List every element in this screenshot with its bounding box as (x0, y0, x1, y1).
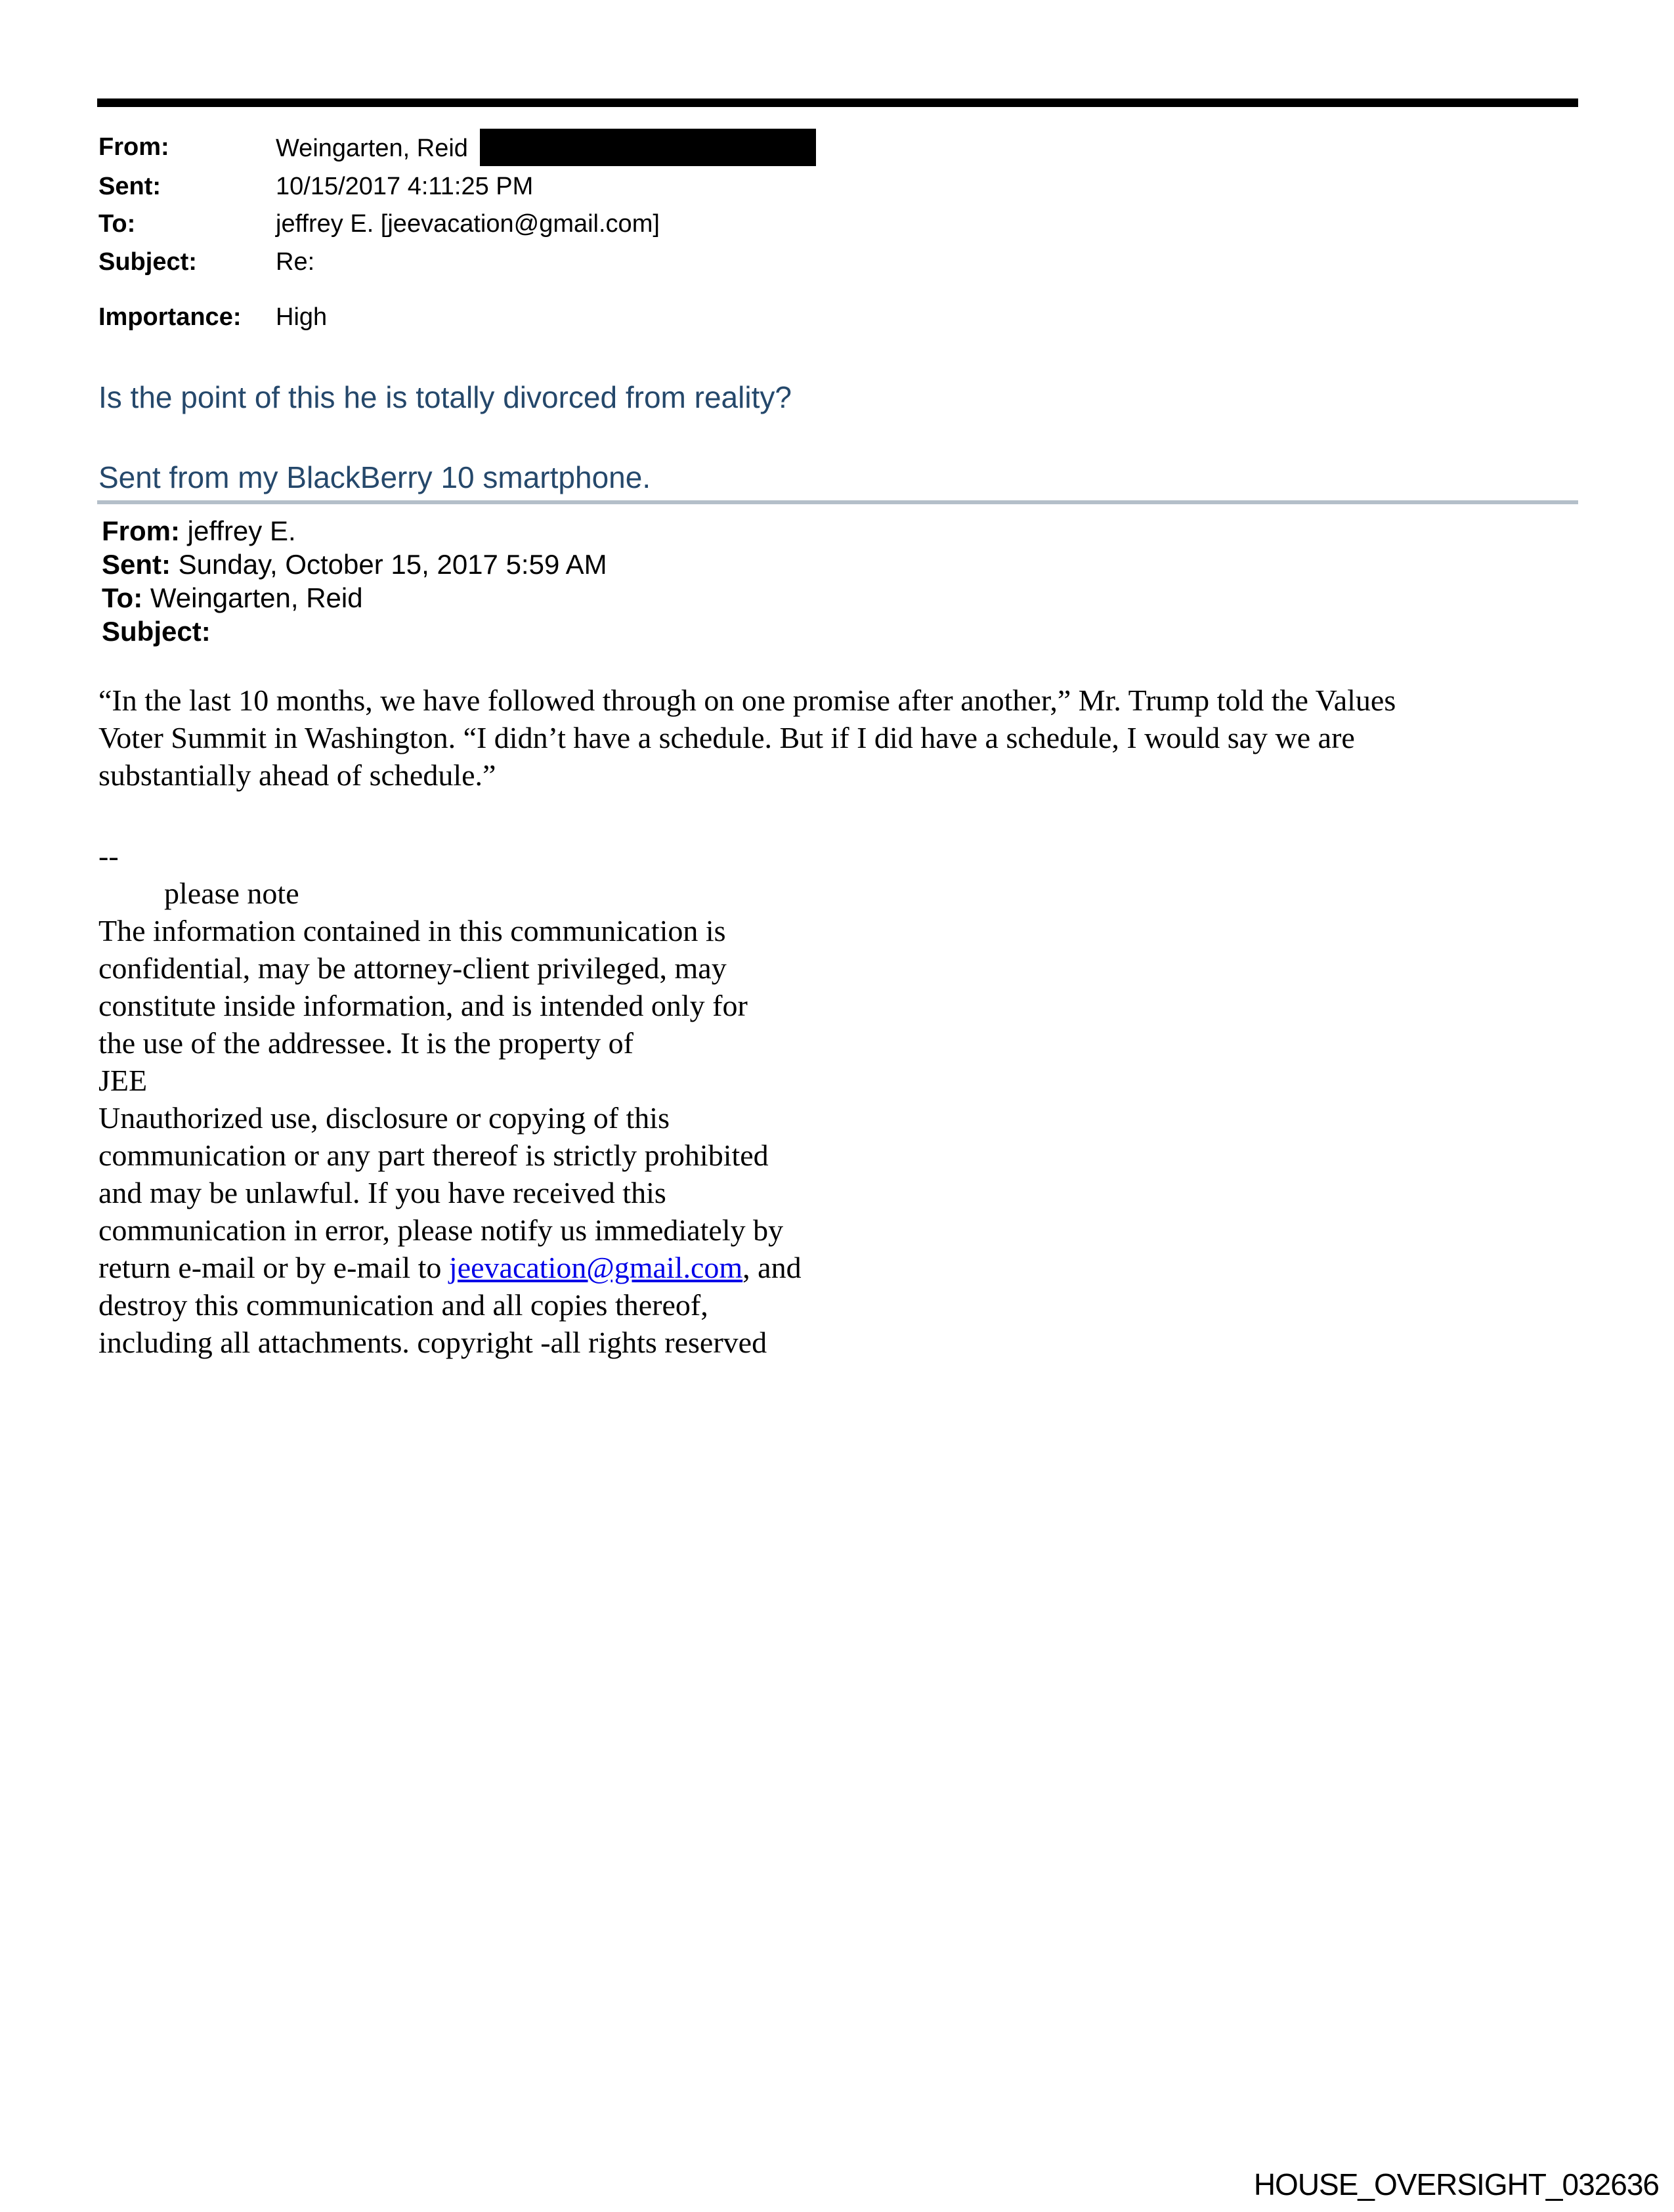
disclaimer-line: and may be unlawful. If you have received this (98, 1176, 666, 1209)
from-value (276, 129, 816, 168)
quoted-to-row (102, 581, 607, 615)
disclaimer-line: communication or any part thereof is strictly prohibited (98, 1139, 769, 1172)
quoted-from-label: From: (102, 515, 180, 546)
quoted-email-header (102, 514, 607, 648)
top-rule (97, 98, 1578, 107)
email-address-link[interactable]: jeevacation@gmail.com (448, 1251, 743, 1284)
disclaimer-line: including all attachments. copyright -all rights reserved (98, 1326, 767, 1359)
link-line-prefix: return e-mail or by e-mail to (98, 1251, 449, 1284)
quoted-email-body (98, 682, 1396, 1361)
from-label: From: (98, 133, 169, 161)
disclaimer-line: The information contained in this communication is (98, 914, 726, 947)
from-value-text: Weingarten, Reid (276, 135, 468, 162)
bates-number: HOUSE_OVERSIGHT_032636 (1253, 2167, 1659, 2201)
sent-value: 10/15/2017 4:11:25 PM (276, 172, 534, 200)
quote-line: “In the last 10 months, we have followed through on one promise after another,” Mr. Trump told the Values (98, 683, 1396, 717)
disclaimer-line: JEE (98, 1064, 148, 1097)
quoted-subject-row (102, 615, 607, 648)
quoted-sent-row (102, 548, 607, 581)
importance-label: Importance: (98, 303, 242, 331)
quoted-from-value: jeffrey E. (187, 515, 296, 546)
quoted-subject-label: Subject: (102, 616, 211, 647)
please-note-line: please note (164, 877, 299, 910)
disclaimer-line: the use of the addressee. It is the property of (98, 1026, 633, 1060)
quoted-sent-value: Sunday, October 15, 2017 5:59 AM (178, 549, 607, 580)
redaction-bar (480, 129, 816, 166)
link-line-suffix: , and (742, 1251, 802, 1284)
quoted-to-label: To: (102, 582, 143, 613)
signature-separator: -- (98, 839, 119, 873)
reply-divider-line (97, 500, 1578, 504)
sent-label: Sent: (98, 172, 161, 200)
disclaimer-link-line (98, 1249, 1396, 1286)
quoted-to-value: Weingarten, Reid (150, 582, 363, 613)
subject-value: Re: (276, 248, 315, 276)
importance-row (98, 299, 327, 337)
disclaimer-line: confidential, may be attorney-client privileged, may (98, 951, 727, 985)
disclaimer-line: constitute inside information, and is intended only for (98, 989, 748, 1022)
blackberry-signature: Sent from my BlackBerry 10 smartphone. (98, 460, 651, 494)
quote-line: substantially ahead of schedule.” (98, 758, 496, 792)
disclaimer-line: communication in error, please notify us immediately by (98, 1213, 784, 1247)
quote-line: Voter Summit in Washington. “I didn’t have a schedule. But if I did have a schedule, I would say we are (98, 721, 1355, 754)
to-value: jeffrey E. [jeevacation@gmail.com] (276, 210, 660, 238)
to-label: To: (98, 210, 136, 238)
outer-email-header (98, 129, 816, 281)
paragraph-gap (98, 794, 1396, 837)
quoted-sent-label: Sent: (102, 549, 171, 580)
importance-value: High (276, 303, 328, 331)
quoted-from-row (102, 514, 607, 548)
disclaimer-line: destroy this communication and all copies thereof, (98, 1288, 708, 1322)
message-body-text: Is the point of this he is totally divorced from reality? (98, 380, 792, 414)
disclaimer-line: Unauthorized use, disclosure or copying of this (98, 1101, 670, 1135)
subject-label: Subject: (98, 248, 197, 276)
